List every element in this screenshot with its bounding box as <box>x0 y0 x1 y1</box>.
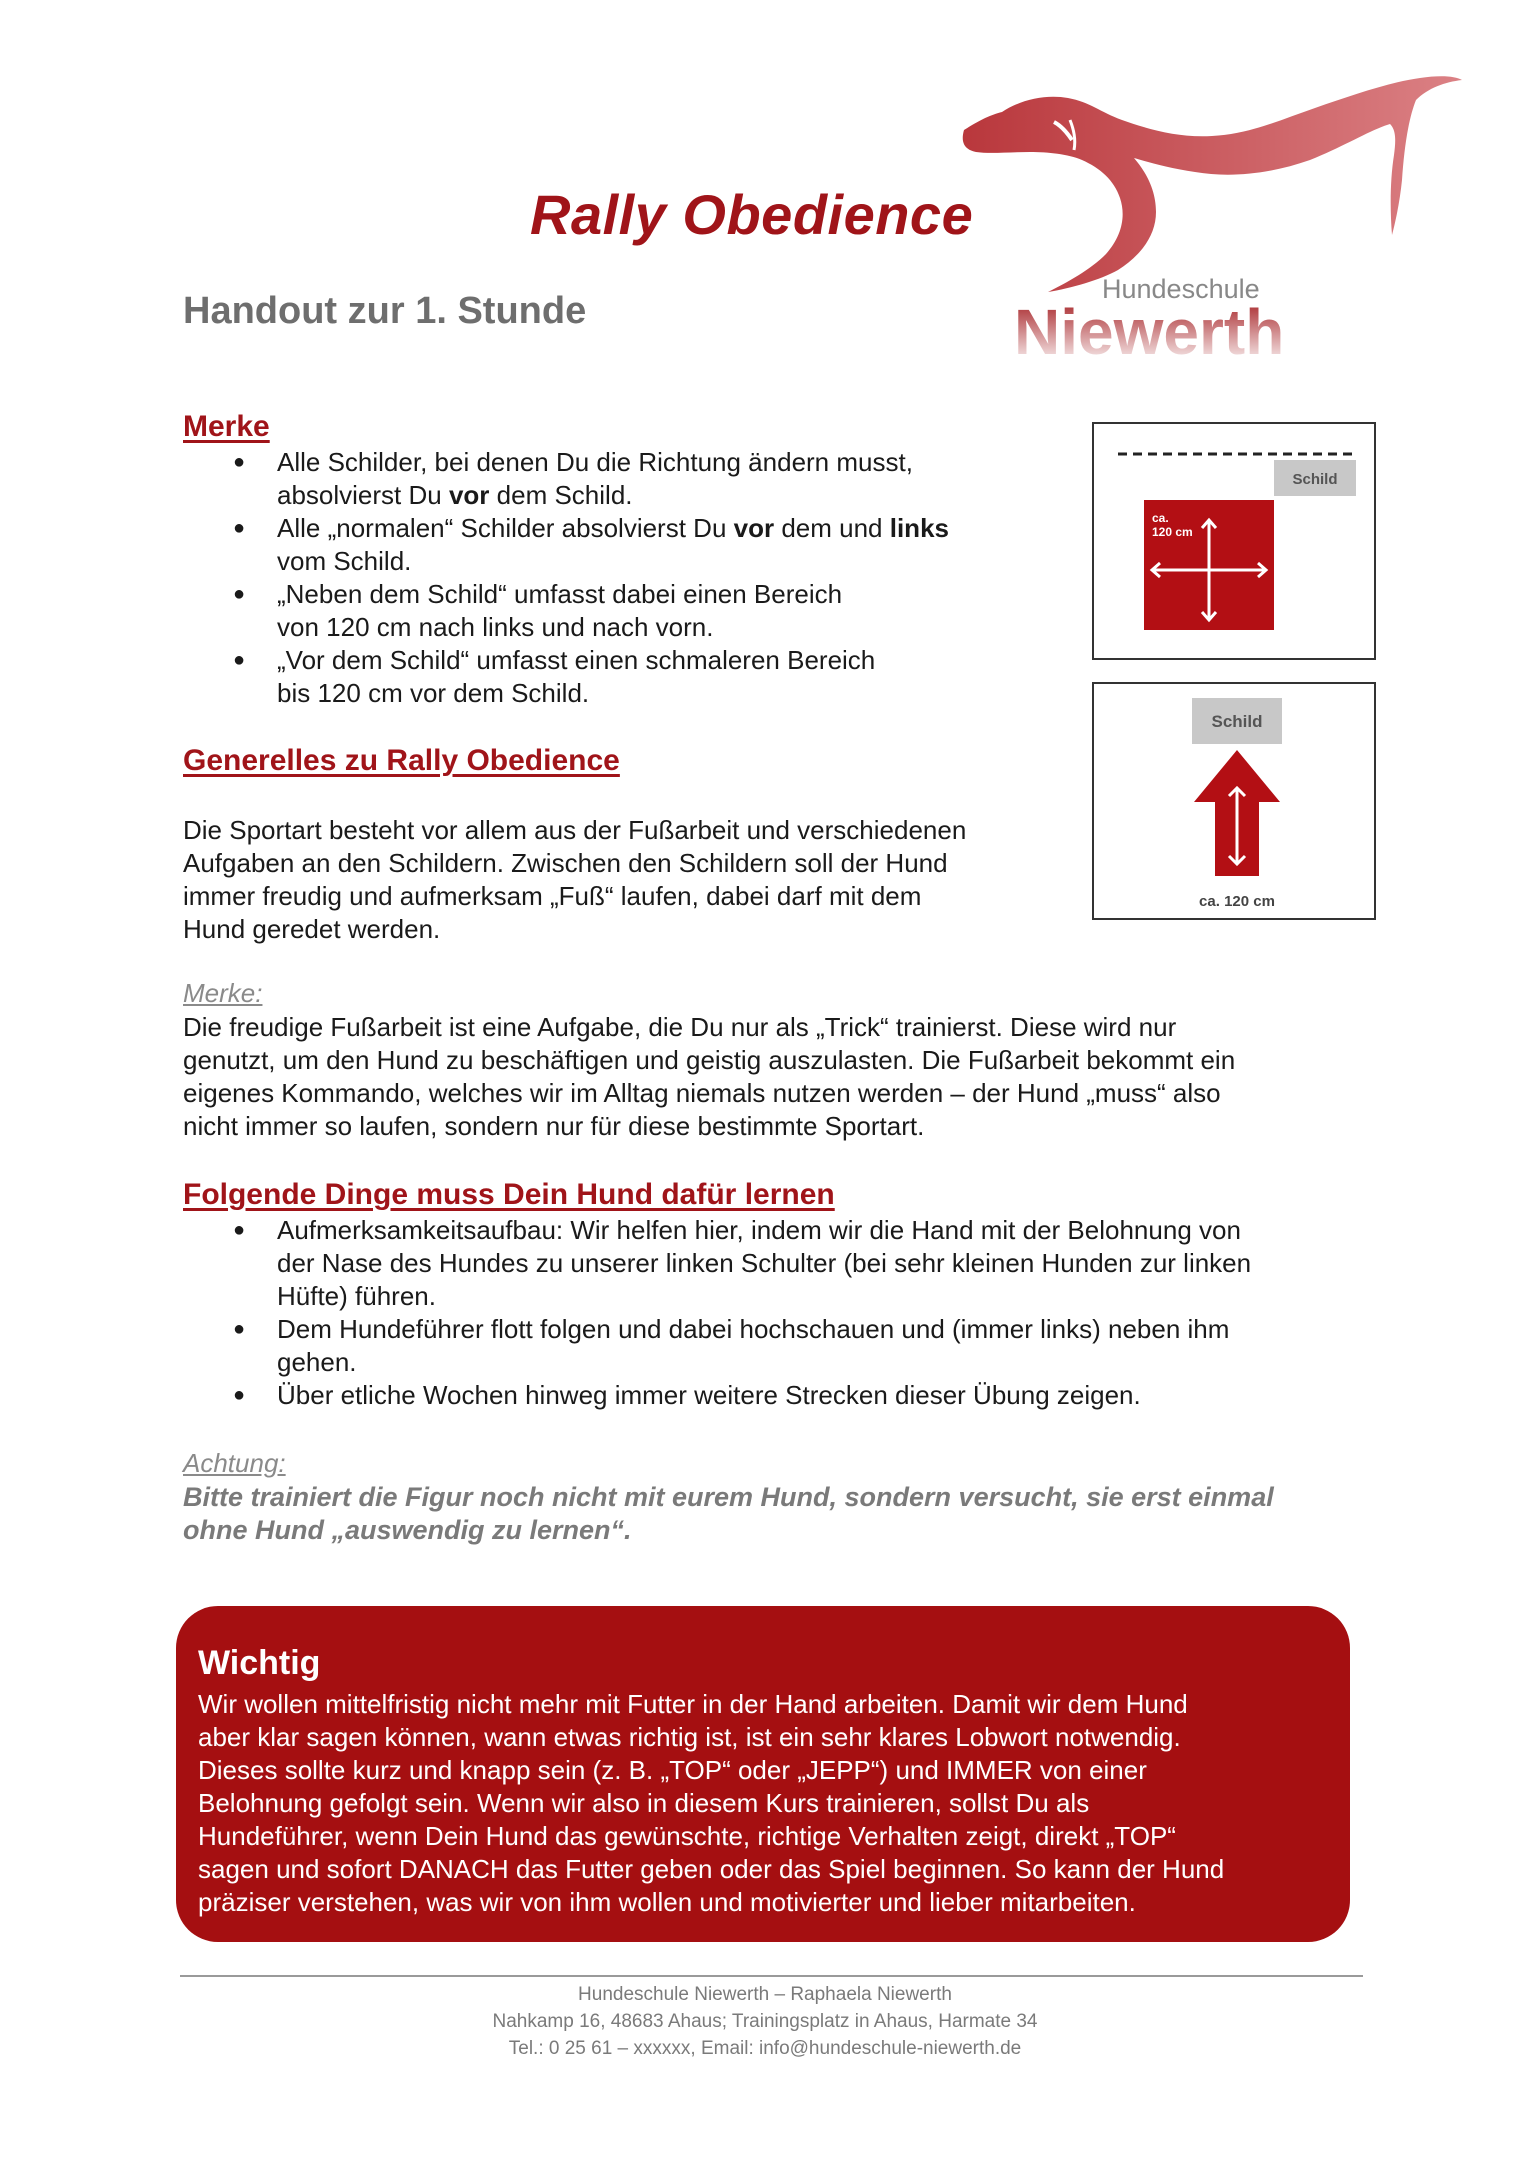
folgende-heading: Folgende Dinge muss Dein Hund dafür lernen <box>183 1178 835 1211</box>
wichtig-text: Wir wollen mittelfristig nicht mehr mit Futter in der Hand arbeiten. Damit wir dem Hund aber klar sagen können, wann etwas richtig ist, ist ein sehr klares Lobwort notwendig. Dieses sollte kurz und knapp sein (z. B. „TOP“ oder „JEPP“) und IMMER von einer Belohnung gefolgt sein. Wenn wir also in diesem Kurs trainieren, sollst Du als Hundeführer, wenn Dein Hund das gewünschte, richtige Verhalten zeigt, direkt „TOP“ sagen und sofort DANACH das Futter geben oder das Spiel beginnen. So kann der Hund präziser verstehen, was wir von ihm wollen und motivierter und lieber mitarbeiten. <box>198 1689 1225 1917</box>
merke-heading: Merke <box>183 410 270 443</box>
hundeschule-logo <box>950 60 1470 390</box>
list-item: ● Alle „normalen“ Schilder absolvierst Du vor dem und links vom Schild. <box>233 513 949 576</box>
list-item: ● Über etliche Wochen hinweg immer weitere Strecken dieser Übung zeigen. <box>233 1380 1141 1410</box>
wichtig-box <box>176 1606 1350 1942</box>
list-item: ● Alle Schilder, bei denen Du die Richtung ändern musst, absolvierst Du vor dem Schild. <box>233 447 913 510</box>
wichtig-heading: Wichtig <box>198 1644 321 1682</box>
svg-text:ca.: ca. <box>1152 511 1169 525</box>
list-item: ● Dem Hundeführer flott folgen und dabei hochschauen und (immer links) neben ihm gehen. <box>233 1314 1230 1377</box>
generelles-text: Die Sportart besteht vor allem aus der Fußarbeit und verschiedenen Aufgaben an den Schildern. Zwischen den Schildern soll der Hund immer freudig und aufmerksam „Fuß“ laufen, dabei darf mit dem Hund geredet werden. <box>183 815 967 944</box>
sign-label: Schild <box>1211 712 1263 731</box>
list-item: ● Aufmerksamkeitsaufbau: Wir helfen hier, indem wir die Hand mit der Belohnung von der Nase des Hundes zu unserer linken Schulter (bei sehr kleinen Hunden zur linken Hüfte) führen. <box>233 1215 1252 1311</box>
page-title: Rally Obedience <box>530 183 974 246</box>
figure-neben-schild <box>1092 422 1376 660</box>
svg-text:120 cm: 120 cm <box>1152 525 1193 539</box>
merke2-label: Merke: <box>183 978 263 1008</box>
footer-line2: Nahkamp 16, 48683 Ahaus; Trainingsplatz in Ahaus, Harmate 34 <box>492 2011 1038 2032</box>
merke2-text: Die freudige Fußarbeit ist eine Aufgabe, die Du nur als „Trick“ trainierst. Diese wird nur genutzt, um den Hund zu beschäftigen und geistig auszulasten. Die Fußarbeit bekommt ein eigenes Kommando, welches wir im Alltag niemals nutzen werden – der Hund „muss“ also nicht immer so laufen, sondern nur für diese bestimmte Sportart. <box>183 1012 1236 1141</box>
list-item: ● „Neben dem Schild“ umfasst dabei einen Bereich von 120 cm nach links und nach vorn. <box>233 579 843 642</box>
footer-divider <box>180 1975 1363 1977</box>
figure1-svg <box>1094 424 1374 658</box>
folgende-list <box>183 1214 1383 1412</box>
list-item: ● „Vor dem Schild“ umfasst einen schmaleren Bereich bis 120 cm vor dem Schild. <box>233 645 876 708</box>
sign-label: Schild <box>1292 471 1338 488</box>
footer-line1: Hundeschule Niewerth – Raphaela Niewerth <box>578 1984 952 2005</box>
measure-label: ca. 120 cm <box>1199 893 1275 910</box>
achtung-text: Bitte trainiert die Figur noch nicht mit eurem Hund, sondern versucht, sie erst einmal ohne Hund „auswendig zu lernen“. <box>183 1482 1274 1545</box>
merke-list <box>183 446 1083 710</box>
page-subtitle: Handout zur 1. Stunde <box>183 290 587 332</box>
logo-line2: Niewerth <box>1014 296 1285 368</box>
generelles-heading: Generelles zu Rally Obedience <box>183 744 620 777</box>
figure-vor-schild <box>1092 682 1376 920</box>
logo-line1: Hundeschule <box>1102 274 1260 304</box>
figure2-svg <box>1094 684 1374 918</box>
dog-silhouette-icon <box>963 76 1462 292</box>
footer-line3: Tel.: 0 25 61 – xxxxxx, Email: info@hundeschule-niewerth.de <box>508 2038 1022 2059</box>
achtung-label: Achtung: <box>183 1448 286 1478</box>
